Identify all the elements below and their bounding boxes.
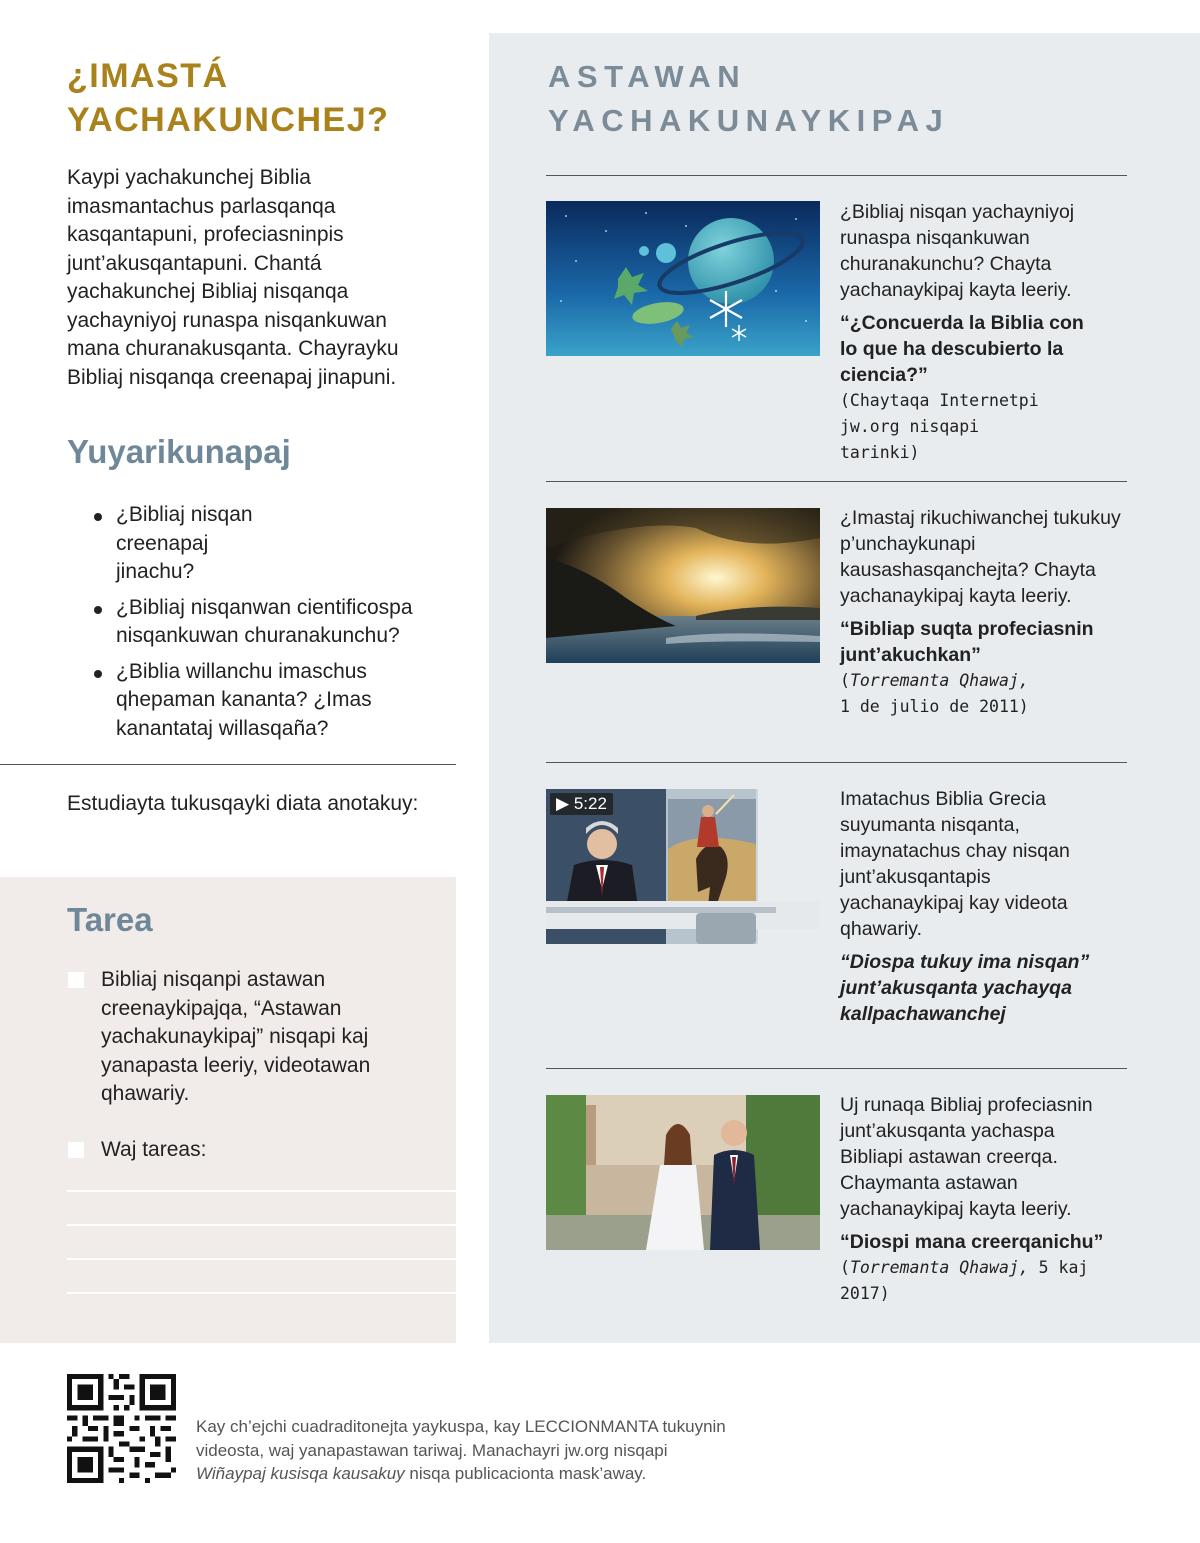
couple-walking-image[interactable] (546, 1095, 820, 1250)
homework-panel (0, 877, 456, 1343)
resource-entry (840, 199, 1125, 466)
learn-more-title-line2: YACHAKUNAYKIPAJ (548, 103, 950, 138)
footer-text: Kay ch’ejchi cuadraditonejta yaykuspa, kay LECCIONMANTA tukuynin videosta, waj yanapastawan tariwaj. Manachayri jw.org nisqapi Wiñaypaj kusisqa kausakuy nisqa publicacionta mask’away. (196, 1417, 726, 1483)
review-item: ¿Bibliaj nisqan creenapaj jinachu? (92, 501, 292, 587)
summary-title-line1: ¿IMASTÁ (67, 57, 229, 95)
resource-description: Imatachus Biblia Grecia suyumanta nisqanta, imaynatachus chay nisqan junt’akusqantapis yachanaykipaj kay videota qhawariy. (840, 788, 1070, 940)
resource-entry (840, 505, 1125, 720)
video-thumbnail[interactable] (546, 789, 820, 944)
summary-text: Kaypi yachakunchej Biblia imasmantachus parlasqanqa kasqantapuni, profeciasninpis junt’akusqantapuni. Chantá yachakunchej Bibliaj nisqanqa yachayniyoj runaspa nisqankuwan mana churanakusqanta. Chayrayku Bibliaj nisqanqa creenapaj jinapuni. (67, 166, 399, 389)
summary-title (67, 54, 447, 142)
divider (546, 1068, 1127, 1069)
resource-link[interactable]: “Diospi mana creerqanichu” (840, 1231, 1104, 1253)
learn-more-title (548, 55, 949, 143)
sunrise-landscape-image[interactable] (546, 508, 820, 663)
checkbox[interactable] (68, 972, 84, 988)
divider (546, 175, 1127, 176)
write-line[interactable] (67, 1258, 456, 1260)
resource-source: (Chaytaqa Internetpi jw.org nisqapi tarinki) (840, 391, 1039, 462)
learn-more-panel (489, 33, 1200, 1343)
play-icon: ▶ (556, 794, 570, 813)
review-item: ¿Biblia willanchu imaschus qhepaman kananta? ¿Imas kanantataj willasqaña? (92, 658, 422, 744)
study-date-label: Estudiayta tukusqayki diata anotakuy: (67, 792, 419, 815)
review-title: Yuyarikunapaj (67, 433, 291, 470)
divider (0, 764, 456, 765)
resource-entry (840, 786, 1125, 1027)
video-duration-badge: ▶ 5:22 (550, 793, 613, 815)
review-list (92, 501, 452, 750)
resource-link[interactable]: “Diospa tukuy ima nisqan” junt’akusqanta yachayqa kallpachawanchej (840, 951, 1090, 1025)
space-planet-image[interactable] (546, 201, 820, 356)
summary-title-line2: YACHAKUNCHEJ? (67, 101, 390, 139)
divider (546, 481, 1127, 482)
resource-description: ¿Imastaj rikuchiwanchej tukukuy p’unchaykunapi kausashasqanchejta? Chayta yachanaykipaj kayta leeriy. (840, 507, 1121, 607)
homework-item (67, 966, 427, 1109)
write-line[interactable] (67, 1224, 456, 1226)
homework-item-text: Bibliaj nisqanpi astawan creenaykipajqa, “Astawan yachakunaykipaj” nisqapi kaj yanapasta leeriy, videotawan qhawariy. (101, 968, 371, 1105)
homework-item-text: Waj tareas: (101, 1138, 207, 1161)
review-item: ¿Bibliaj nisqanwan cientificospa nisqankuwan churanakunchu? (92, 594, 452, 651)
left-column (0, 0, 456, 1343)
resource-source: (Torremanta Qhawaj, 1 de julio de 2011) (840, 671, 1029, 716)
resource-source: (Torremanta Qhawaj, 5 kaj 2017) (840, 1258, 1089, 1303)
checkbox[interactable] (68, 1142, 84, 1158)
resource-description: ¿Bibliaj nisqan yachayniyoj runaspa nisqankuwan churanakunchu? Chayta yachanaykipaj kayta leeriy. (840, 201, 1075, 301)
resource-entry (840, 1092, 1125, 1307)
resource-description: Uj runaqa Bibliaj profeciasnin junt’akusqanta yachaspa Bibliapi astawan creerqa. Chaymanta astawan yachanaykipaj kayta leeriy. (840, 1094, 1093, 1220)
qr-code[interactable] (67, 1374, 176, 1483)
write-line[interactable] (67, 1190, 456, 1192)
homework-title: Tarea (67, 901, 153, 938)
divider (546, 762, 1127, 763)
resource-link[interactable]: “¿Concuerda la Biblia con lo que ha descubierto la ciencia?” (840, 312, 1084, 386)
learn-more-title-line1: ASTAWAN (548, 59, 747, 94)
homework-item (67, 1136, 427, 1165)
resource-link[interactable]: “Bibliap suqta profeciasnin junt’akuchkan” (840, 618, 1094, 666)
write-line[interactable] (67, 1292, 456, 1294)
